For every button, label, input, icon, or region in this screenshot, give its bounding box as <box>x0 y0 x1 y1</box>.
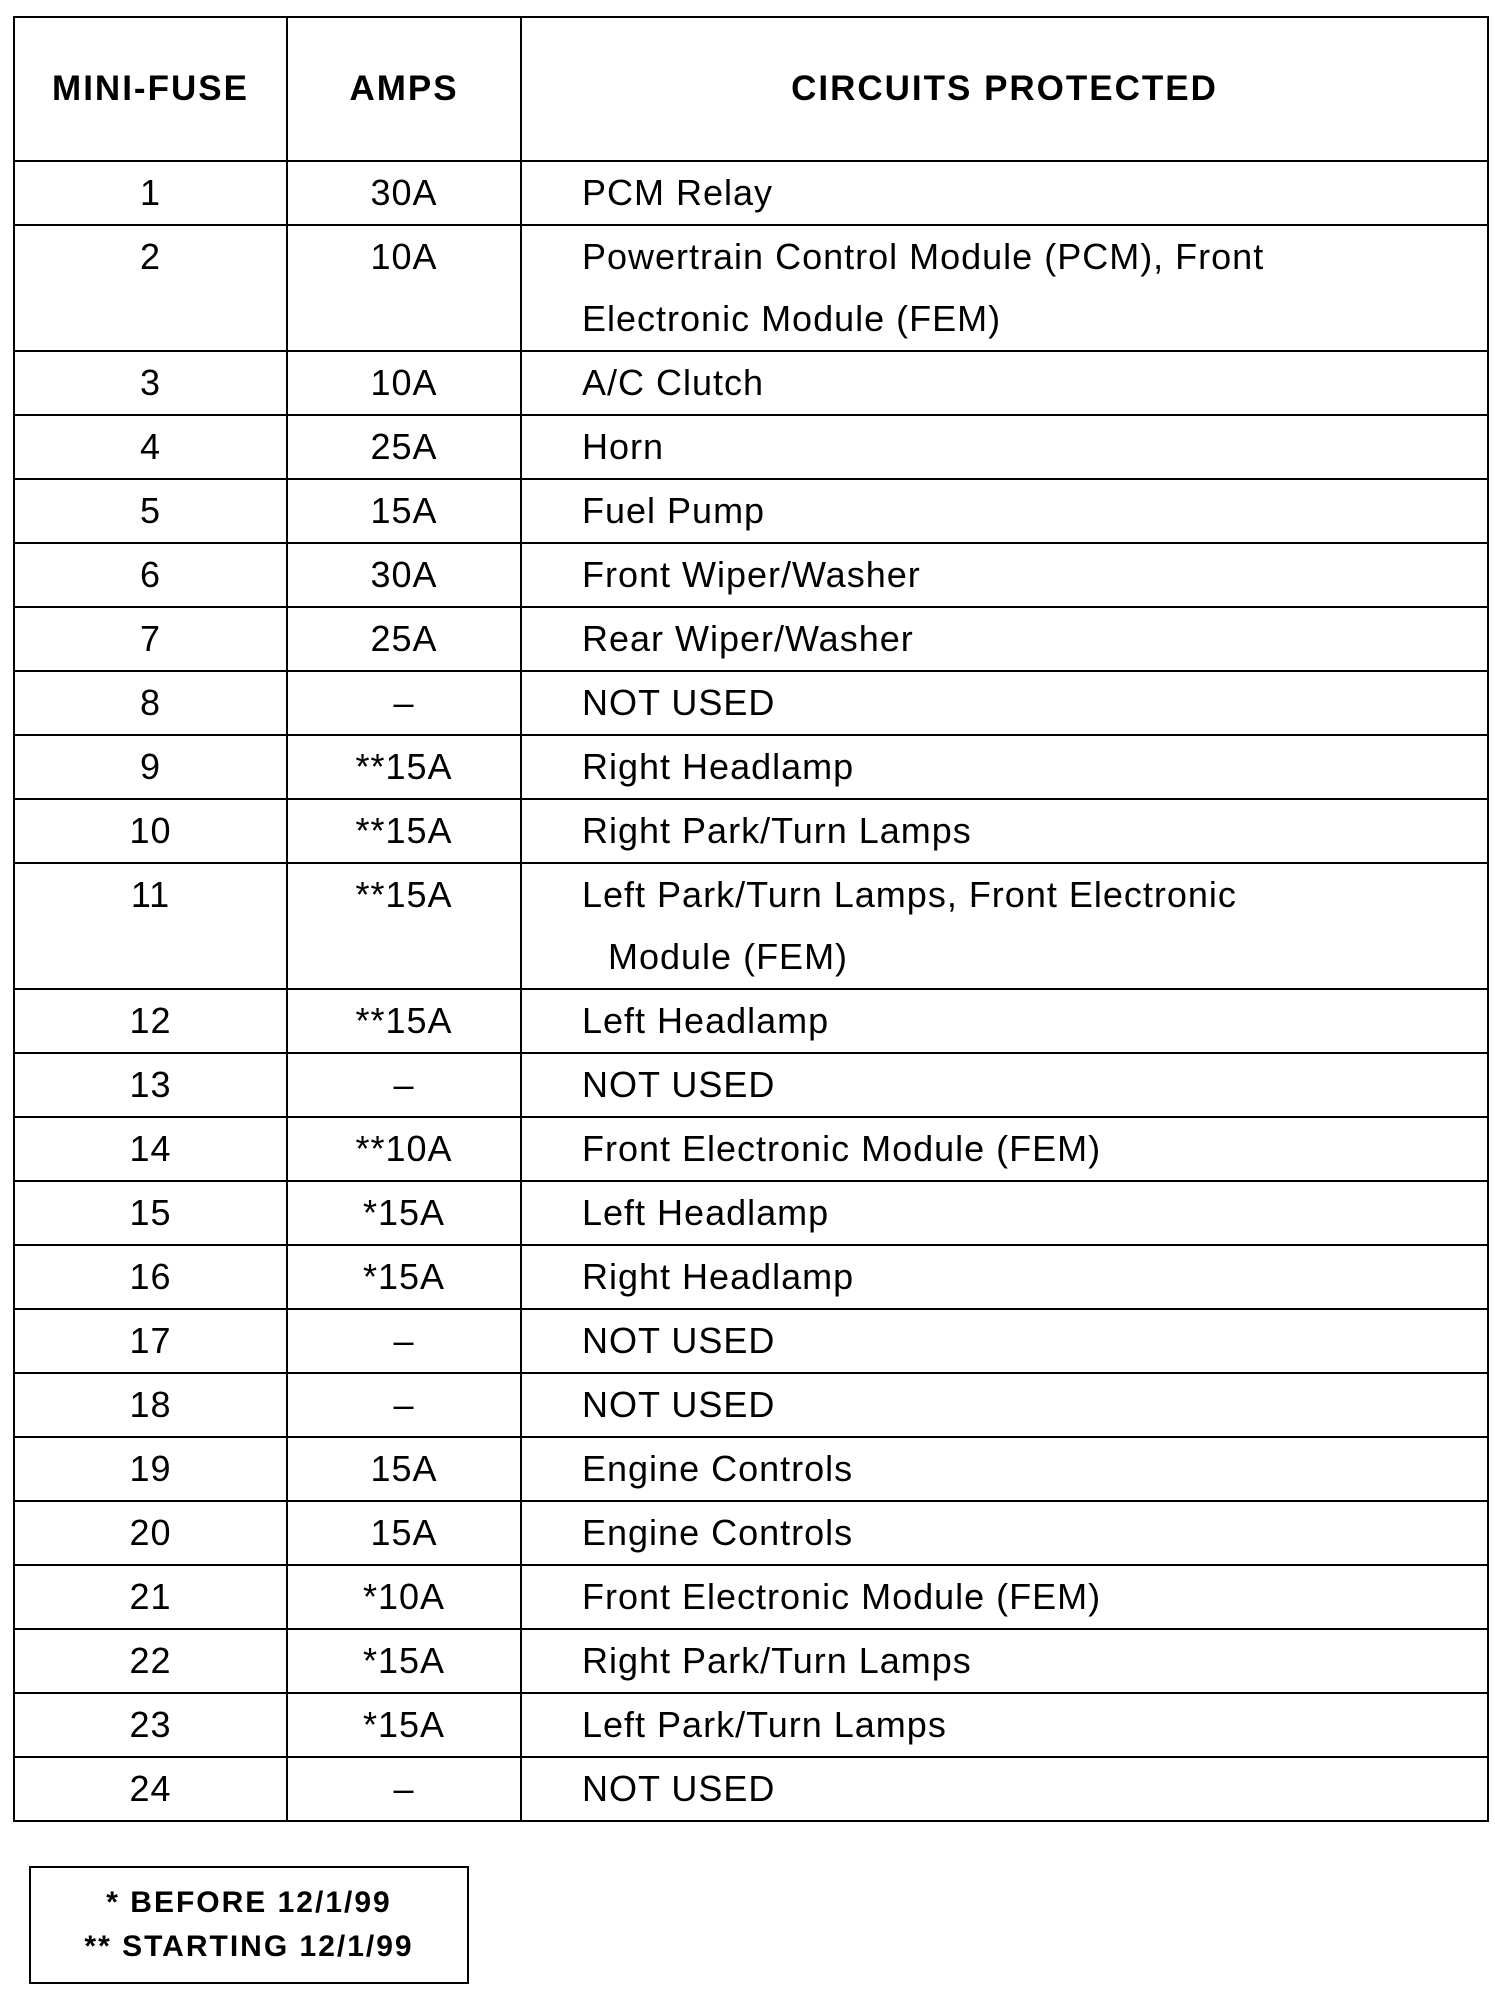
circuit-text: A/C Clutch <box>582 362 765 403</box>
table-row <box>14 863 1488 989</box>
cell-amps: **15A <box>287 799 521 863</box>
cell-mini-fuse: 9 <box>14 735 287 799</box>
header-mini-fuse: MINI-FUSE <box>14 17 287 161</box>
circuit-text: NOT USED <box>582 1768 776 1809</box>
table-row <box>14 1181 1488 1245</box>
table-row <box>14 351 1488 415</box>
cell-mini-fuse: 4 <box>14 415 287 479</box>
table-row <box>14 989 1488 1053</box>
circuit-text: Horn <box>582 426 665 467</box>
circuit-text: Front Wiper/Washer <box>582 554 921 595</box>
cell-circuits-protected <box>521 1629 1488 1693</box>
table-body <box>14 161 1488 1821</box>
circuit-text: Fuel Pump <box>582 490 766 531</box>
cell-mini-fuse: 22 <box>14 1629 287 1693</box>
table-row <box>14 1629 1488 1693</box>
cell-amps: 15A <box>287 1501 521 1565</box>
cell-mini-fuse: 23 <box>14 1693 287 1757</box>
circuit-text: Electronic Module (FEM) <box>582 298 1002 339</box>
table-row <box>14 671 1488 735</box>
circuit-text: NOT USED <box>582 1320 776 1361</box>
table-row <box>14 225 1488 351</box>
table-row <box>14 1565 1488 1629</box>
cell-mini-fuse: 20 <box>14 1501 287 1565</box>
circuit-text: Engine Controls <box>582 1448 854 1489</box>
cell-circuits-protected <box>521 989 1488 1053</box>
circuit-text: Front Electronic Module (FEM) <box>582 1576 1102 1617</box>
legend-box <box>29 1866 469 1984</box>
table-row <box>14 607 1488 671</box>
cell-mini-fuse: 16 <box>14 1245 287 1309</box>
cell-circuits-protected <box>521 735 1488 799</box>
circuit-text: Module (FEM) <box>608 936 849 977</box>
legend-before: * BEFORE 12/1/99 <box>106 1886 392 1919</box>
cell-mini-fuse: 12 <box>14 989 287 1053</box>
cell-mini-fuse: 15 <box>14 1181 287 1245</box>
cell-circuits-protected <box>521 1373 1488 1437</box>
fuse-table <box>13 16 1489 1822</box>
cell-amps: *10A <box>287 1565 521 1629</box>
cell-amps: 25A <box>287 415 521 479</box>
cell-amps: – <box>287 1757 521 1821</box>
cell-mini-fuse: 5 <box>14 479 287 543</box>
circuit-text: NOT USED <box>582 1064 776 1105</box>
cell-amps: **15A <box>287 735 521 799</box>
cell-amps: 30A <box>287 161 521 225</box>
cell-circuits-protected <box>521 1437 1488 1501</box>
cell-mini-fuse: 8 <box>14 671 287 735</box>
table-row <box>14 479 1488 543</box>
cell-circuits-protected <box>521 607 1488 671</box>
cell-amps: **15A <box>287 863 521 989</box>
circuit-text: Right Headlamp <box>582 746 855 787</box>
cell-amps: – <box>287 1373 521 1437</box>
table-row <box>14 1437 1488 1501</box>
cell-circuits-protected <box>521 351 1488 415</box>
cell-amps: – <box>287 671 521 735</box>
header-row <box>14 17 1488 161</box>
cell-mini-fuse: 24 <box>14 1757 287 1821</box>
circuit-text: Engine Controls <box>582 1512 854 1553</box>
table-row <box>14 1309 1488 1373</box>
cell-circuits-protected <box>521 479 1488 543</box>
cell-circuits-protected <box>521 1309 1488 1373</box>
cell-circuits-protected <box>521 671 1488 735</box>
circuit-text: Left Headlamp <box>582 1192 830 1233</box>
cell-mini-fuse: 18 <box>14 1373 287 1437</box>
cell-mini-fuse: 2 <box>14 225 287 351</box>
cell-amps: *15A <box>287 1693 521 1757</box>
cell-circuits-protected <box>521 1501 1488 1565</box>
cell-mini-fuse: 11 <box>14 863 287 989</box>
cell-amps: **10A <box>287 1117 521 1181</box>
circuit-text: Right Park/Turn Lamps <box>582 1640 972 1681</box>
circuit-text: Right Park/Turn Lamps <box>582 810 972 851</box>
cell-amps: *15A <box>287 1181 521 1245</box>
cell-circuits-protected <box>521 1245 1488 1309</box>
cell-amps: *15A <box>287 1629 521 1693</box>
cell-circuits-protected <box>521 1565 1488 1629</box>
circuit-text: Left Park/Turn Lamps <box>582 1704 947 1745</box>
table-row <box>14 1693 1488 1757</box>
circuit-text: Front Electronic Module (FEM) <box>582 1128 1102 1169</box>
cell-mini-fuse: 19 <box>14 1437 287 1501</box>
circuit-text: NOT USED <box>582 682 776 723</box>
circuit-text: Right Headlamp <box>582 1256 855 1297</box>
cell-circuits-protected <box>521 1693 1488 1757</box>
circuit-text: Powertrain Control Module (PCM), Front <box>582 236 1265 277</box>
cell-circuits-protected <box>521 161 1488 225</box>
circuit-text: NOT USED <box>582 1384 776 1425</box>
circuit-text: PCM Relay <box>582 172 774 213</box>
cell-amps: 10A <box>287 351 521 415</box>
cell-amps: 15A <box>287 1437 521 1501</box>
cell-mini-fuse: 21 <box>14 1565 287 1629</box>
cell-amps: – <box>287 1053 521 1117</box>
table-row <box>14 1373 1488 1437</box>
cell-circuits-protected <box>521 225 1488 351</box>
cell-circuits-protected <box>521 415 1488 479</box>
header-amps: AMPS <box>287 17 521 161</box>
table-row <box>14 1757 1488 1821</box>
cell-circuits-protected <box>521 1181 1488 1245</box>
circuit-text: Rear Wiper/Washer <box>582 618 914 659</box>
cell-circuits-protected <box>521 1053 1488 1117</box>
cell-amps: – <box>287 1309 521 1373</box>
table-row <box>14 1501 1488 1565</box>
table-row <box>14 799 1488 863</box>
cell-mini-fuse: 6 <box>14 543 287 607</box>
table-row <box>14 1053 1488 1117</box>
circuit-text: Left Park/Turn Lamps, Front Electronic <box>582 874 1237 915</box>
table-row <box>14 1245 1488 1309</box>
table-header <box>14 17 1488 161</box>
table-row <box>14 1117 1488 1181</box>
header-circuits-protected: CIRCUITS PROTECTED <box>521 17 1488 161</box>
cell-circuits-protected <box>521 1757 1488 1821</box>
table-row <box>14 735 1488 799</box>
cell-amps: **15A <box>287 989 521 1053</box>
cell-circuits-protected <box>521 799 1488 863</box>
cell-amps: 15A <box>287 479 521 543</box>
cell-amps: *15A <box>287 1245 521 1309</box>
cell-mini-fuse: 13 <box>14 1053 287 1117</box>
cell-amps: 10A <box>287 225 521 351</box>
cell-mini-fuse: 3 <box>14 351 287 415</box>
cell-mini-fuse: 7 <box>14 607 287 671</box>
table-row <box>14 161 1488 225</box>
cell-circuits-protected <box>521 1117 1488 1181</box>
table-row <box>14 415 1488 479</box>
cell-circuits-protected <box>521 543 1488 607</box>
cell-mini-fuse: 17 <box>14 1309 287 1373</box>
cell-amps: 30A <box>287 543 521 607</box>
legend-starting: ** STARTING 12/1/99 <box>84 1930 414 1963</box>
cell-mini-fuse: 1 <box>14 161 287 225</box>
cell-circuits-protected <box>521 863 1488 989</box>
circuit-text: Left Headlamp <box>582 1000 830 1041</box>
table-row <box>14 543 1488 607</box>
cell-amps: 25A <box>287 607 521 671</box>
cell-mini-fuse: 14 <box>14 1117 287 1181</box>
cell-mini-fuse: 10 <box>14 799 287 863</box>
